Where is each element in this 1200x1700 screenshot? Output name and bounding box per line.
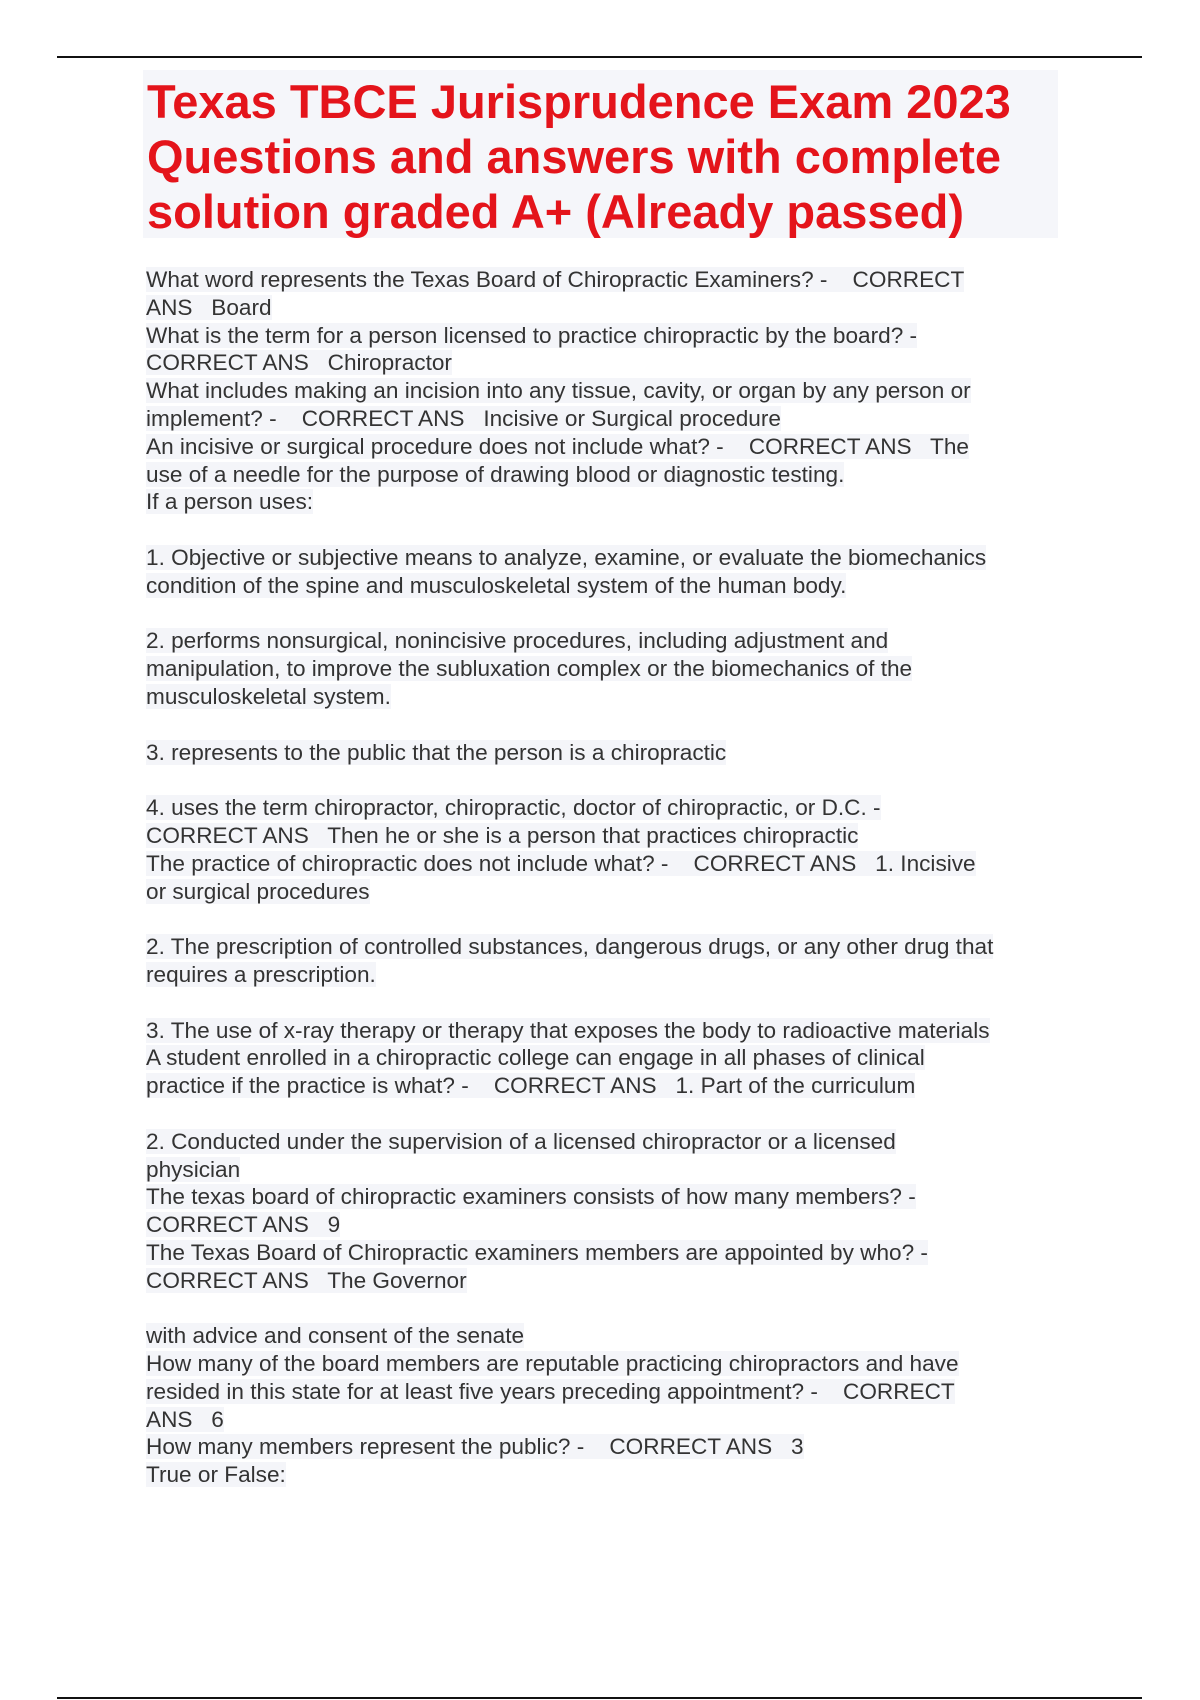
text-line-content: practice if the practice is what? - CORRECT ANS 1. Part of the curriculum [146, 1073, 916, 1099]
title-line: Texas TBCE Jurisprudence Exam 2023 [147, 75, 1011, 128]
document-body [146, 266, 1066, 1489]
text-line-content: What includes making an incision into any tissue, cavity, or organ by any person or [146, 378, 971, 404]
text-line [146, 1406, 1066, 1434]
text-line-content: requires a prescription. [146, 961, 376, 987]
text-line-content: implement? - CORRECT ANS Incisive or Surgical procedure [146, 405, 781, 431]
text-line [146, 1072, 1066, 1100]
text-line [146, 322, 1066, 350]
text-line [146, 349, 1066, 377]
text-line-content: How many of the board members are reputable practicing chiropractors and have [146, 1351, 959, 1377]
blank-line [146, 600, 1066, 628]
text-line [146, 1044, 1066, 1072]
text-line-content: 1. Objective or subjective means to analyze, examine, or evaluate the biomechanics [146, 544, 987, 570]
text-line-content: resided in this state for at least five years preceding appointment? - CORRECT [146, 1378, 955, 1404]
text-line [146, 961, 1066, 989]
text-line [146, 850, 1066, 878]
text-line [146, 488, 1066, 516]
text-line-content: condition of the spine and musculoskeletal system of the human body. [146, 572, 847, 598]
text-line [146, 1239, 1066, 1267]
text-line-content: ANS Board [146, 294, 272, 320]
text-line-content: with advice and consent of the senate [146, 1323, 525, 1349]
top-rule [57, 56, 1142, 58]
text-line-content: The practice of chiropractic does not include what? - CORRECT ANS 1. Incisive [146, 850, 976, 876]
text-line [146, 1017, 1066, 1045]
text-line-content: 3. The use of x-ray therapy or therapy that exposes the body to radioactive materials [146, 1017, 990, 1043]
text-line [146, 433, 1066, 461]
text-line-content: The texas board of chiropractic examiners consists of how many members? - [146, 1184, 916, 1210]
text-line-content: manipulation, to improve the subluxation complex or the biomechanics of the [146, 656, 913, 682]
text-line [146, 1156, 1066, 1184]
blank-line [146, 1100, 1066, 1128]
text-line-content: The Texas Board of Chiropractic examiners members are appointed by who? - [146, 1239, 928, 1265]
text-line-content: CORRECT ANS Chiropractor [146, 350, 452, 376]
text-line-content: What word represents the Texas Board of Chiropractic Examiners? - CORRECT [146, 267, 965, 292]
text-line-content: use of a needle for the purpose of drawing blood or diagnostic testing. [146, 461, 845, 487]
text-line-content: physician [146, 1156, 241, 1182]
blank-line [146, 1294, 1066, 1322]
text-line [146, 405, 1066, 433]
blank-line [146, 989, 1066, 1017]
document-title [147, 74, 1054, 239]
text-line-content: True or False: [146, 1462, 286, 1488]
text-line-content: A student enrolled in a chiropractic college can engage in all phases of clinical [146, 1045, 925, 1071]
blank-line [146, 766, 1066, 794]
text-line-content: ANS 6 [146, 1406, 224, 1432]
blank-line [146, 516, 1066, 544]
text-line-content: If a person uses: [146, 489, 314, 515]
text-line [146, 655, 1066, 683]
text-line-content: CORRECT ANS Then he or she is a person that practices chiropractic [146, 822, 859, 848]
text-line-content: 3. represents to the public that the person is a chiropractic [146, 739, 727, 765]
title-line: Questions and answers with complete [147, 130, 1002, 183]
title-box [143, 70, 1058, 238]
text-line [146, 933, 1066, 961]
text-line-content: musculoskeletal system. [146, 683, 391, 709]
text-line [146, 1350, 1066, 1378]
text-line-content: What is the term for a person licensed to practice chiropractic by the board? - [146, 322, 918, 348]
text-line [146, 1378, 1066, 1406]
blank-line [146, 711, 1066, 739]
bottom-rule [57, 1697, 1142, 1699]
text-line-content: 2. performs nonsurgical, nonincisive procedures, including adjustment and [146, 628, 889, 654]
text-line-content: CORRECT ANS 9 [146, 1212, 341, 1238]
text-line [146, 794, 1066, 822]
text-line [146, 461, 1066, 489]
text-line [146, 266, 1066, 294]
text-line [146, 572, 1066, 600]
blank-line [146, 905, 1066, 933]
text-line [146, 294, 1066, 322]
text-line [146, 683, 1066, 711]
text-line [146, 544, 1066, 572]
text-line-content: 4. uses the term chiropractor, chiropractic, doctor of chiropractic, or D.C. - [146, 795, 881, 821]
text-line [146, 1461, 1066, 1489]
text-line [146, 1322, 1066, 1350]
text-line [146, 1128, 1066, 1156]
text-line [146, 822, 1066, 850]
text-line-content: How many members represent the public? - CORRECT ANS 3 [146, 1434, 804, 1460]
text-line [146, 377, 1066, 405]
text-line [146, 1211, 1066, 1239]
title-line: solution graded A+ (Already passed) [147, 185, 965, 238]
text-line-content: 2. The prescription of controlled substances, dangerous drugs, or any other drug that [146, 934, 994, 960]
text-line [146, 878, 1066, 906]
text-line [146, 1267, 1066, 1295]
text-line-content: An incisive or surgical procedure does not include what? - CORRECT ANS The [146, 433, 969, 459]
text-line [146, 627, 1066, 655]
text-line [146, 1433, 1066, 1461]
text-line [146, 739, 1066, 767]
text-line-content: CORRECT ANS The Governor [146, 1267, 467, 1293]
text-line [146, 1183, 1066, 1211]
text-line-content: or surgical procedures [146, 878, 370, 904]
text-line-content: 2. Conducted under the supervision of a licensed chiropractor or a licensed [146, 1128, 896, 1154]
